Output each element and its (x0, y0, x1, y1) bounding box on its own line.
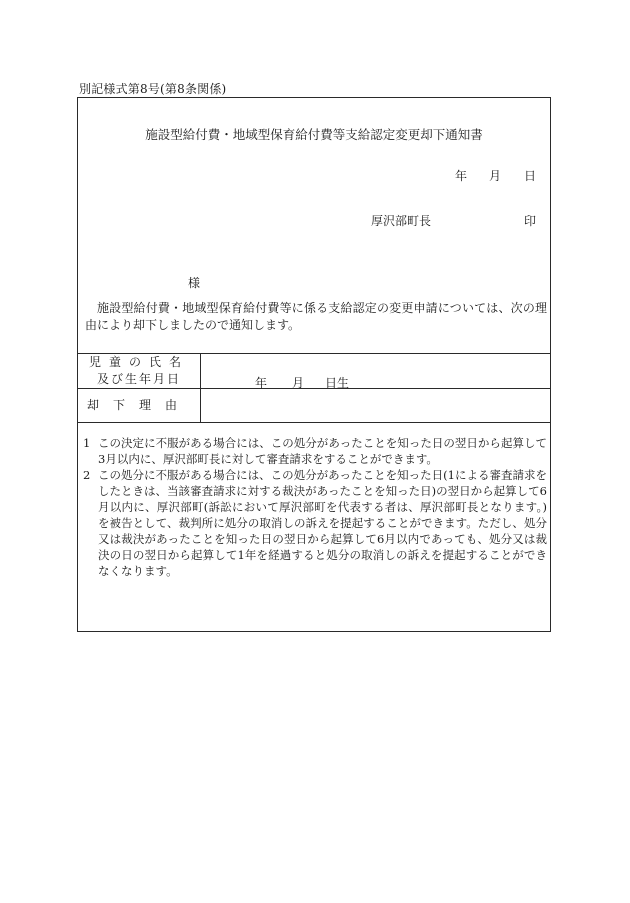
form-number-label: 別記様式第8号(第8条関係) (79, 82, 227, 96)
birth-day-label: 日生 (325, 376, 350, 390)
reason-label-cell (78, 389, 201, 423)
note-item-2 (83, 467, 547, 579)
date-year-label: 年 (455, 169, 468, 183)
note-text: この決定に不服がある場合には、この処分があったことを知った日の翌日から起算して3月以内に、厚沢部町長に対して審査請求をすることができます。 (98, 436, 547, 466)
seal-mark: 印 (524, 214, 537, 228)
child-name-label: 児童の氏名 (88, 355, 189, 369)
child-label-cell (78, 354, 201, 389)
birthdate-field (201, 354, 550, 388)
document-title: 施設型給付費・地域型保育給付費等支給認定変更却下通知書 (145, 127, 483, 142)
notice-body-text: 施設型給付費・地域型保育給付費等に係る支給認定の変更申請については、次の理由により却下しましたので通知します。 (85, 301, 547, 332)
notice-form (77, 97, 551, 632)
note-number: 2 (83, 468, 91, 482)
note-item-1 (83, 435, 547, 467)
reason-label: 却下理由 (86, 398, 191, 412)
note-text: この処分に不服がある場合には、この処分があったことを知った日(1による審査請求をしたときは、当該審査請求に対する裁決があったことを知った日)の翌日から起算して6月以内に、厚沢部町(訴訟において厚沢部町を代表する者は、厚沢部町長となります。)を被告として、裁判所に処分の取消しの訴えを提起することができます。ただし、処分又は裁決があったことを知った日の翌日から起算して6月以内であっても、処分又は裁決の日の翌日から起算して1年を経過すると処分の取消しの訴えを提起することができなくなります。 (98, 468, 547, 578)
reason-value-cell (201, 389, 551, 423)
child-birthdate-label: 及び生年月日 (96, 372, 181, 386)
birth-month-label: 月 (292, 376, 305, 390)
date-day-label: 日 (524, 169, 537, 183)
birth-year-label: 年 (255, 376, 268, 390)
addressee-suffix: 様 (188, 276, 201, 290)
date-month-label: 月 (489, 169, 502, 183)
child-row (78, 354, 551, 389)
reason-row (78, 389, 551, 423)
child-info-table (77, 353, 551, 423)
issuer-name: 厚沢部町長 (371, 214, 432, 228)
child-value-cell (201, 354, 551, 389)
appeal-notes (83, 435, 547, 579)
note-number: 1 (83, 436, 91, 450)
